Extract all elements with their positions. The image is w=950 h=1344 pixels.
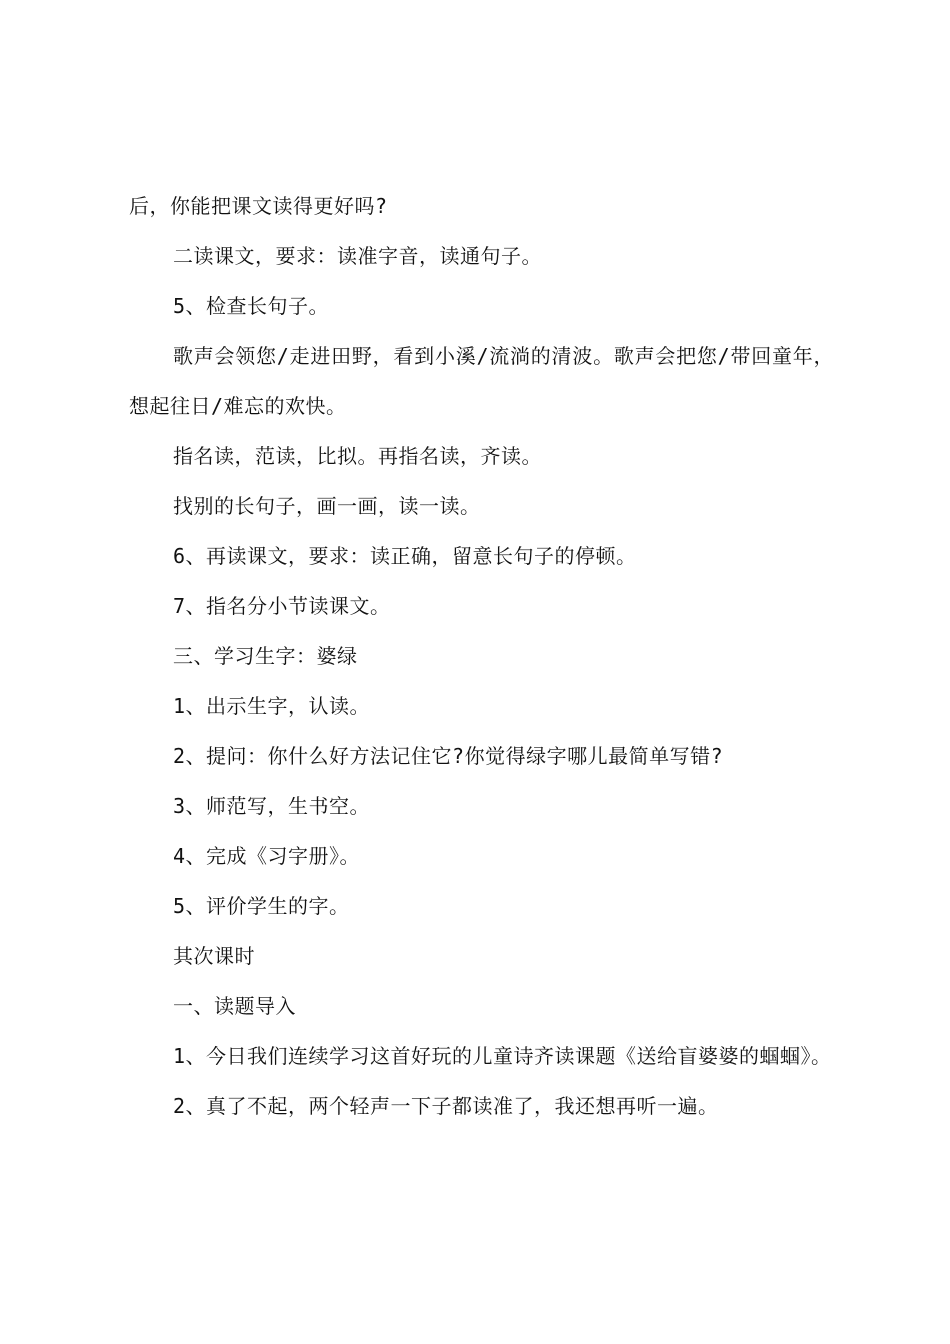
paragraph-18: 2、真了不起，两个轻声一下子都读准了，我还想再听一遍。: [173, 1094, 719, 1118]
document-body: [129, 181, 834, 1131]
paragraph-10: 1、出示生字，认读。: [173, 694, 371, 718]
paragraph-5: 指名读，范读，比拟。再指名读，齐读。: [173, 444, 542, 468]
paragraph-11: 2、提问：你什么好方法记住它?你觉得绿字哪儿最简单写错?: [173, 744, 724, 768]
paragraph-6: 找别的长句子，画一画，读一读。: [173, 494, 481, 518]
paragraph-13: 4、完成《习字册》。: [173, 844, 361, 868]
paragraph-7: 6、再读课文，要求：读正确，留意长句子的停顿。: [173, 544, 637, 568]
paragraph-15: 其次课时: [173, 944, 255, 968]
paragraph-2: 二读课文，要求：读准字音，读通句子。: [173, 244, 542, 268]
paragraph-3: 5、检查长句子。: [173, 294, 330, 318]
paragraph-9: 三、学习生字：婆绿: [173, 644, 358, 668]
paragraph-4: 歌声会领您/走进田野，看到小溪/流淌的清波。歌声会把您/带回童年，想起往日/难忘的欢快。: [129, 344, 834, 418]
paragraph-16: 一、读题导入: [173, 994, 296, 1018]
paragraph-12: 3、师范写，生书空。: [173, 794, 371, 818]
paragraph-8: 7、指名分小节读课文。: [173, 594, 391, 618]
paragraph-1: 后，你能把课文读得更好吗?: [129, 194, 388, 218]
paragraph-14: 5、评价学生的字。: [173, 894, 350, 918]
paragraph-17: 1、今日我们连续学习这首好玩的儿童诗齐读课题《送给盲婆婆的蝈蝈》。: [173, 1044, 832, 1068]
